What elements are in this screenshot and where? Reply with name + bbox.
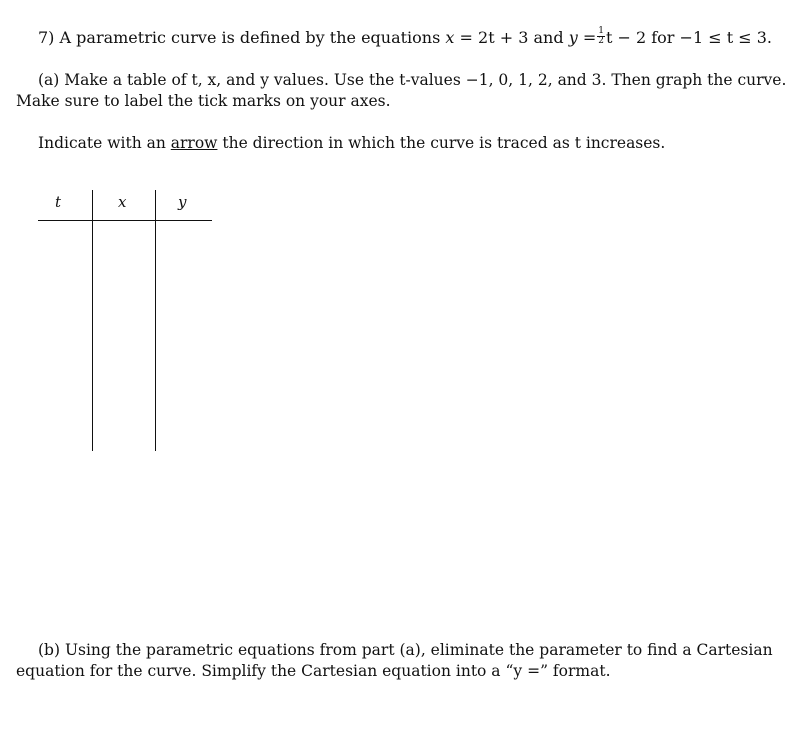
problem-statement bbox=[38, 28, 772, 48]
fraction-numerator: 1 bbox=[598, 26, 604, 36]
arrow-instruction bbox=[38, 133, 665, 153]
fraction-one-half bbox=[597, 27, 605, 46]
table-column-divider-2 bbox=[155, 190, 156, 451]
eq-x-lhs: x bbox=[445, 28, 455, 47]
problem-intro: A parametric curve is defined by the equations bbox=[59, 28, 441, 47]
and-word: and bbox=[533, 28, 564, 47]
table-header-rule bbox=[38, 220, 212, 221]
table-header-y: y bbox=[178, 193, 187, 211]
part-b-line-1: (b) Using the parametric equations from part (a), eliminate the parameter to find a Cartesian bbox=[38, 641, 773, 659]
for-word: for bbox=[651, 28, 675, 47]
table-column-divider-1 bbox=[92, 190, 93, 451]
part-b-line-2: equation for the curve. Simplify the Cartesian equation into a “y =” format. bbox=[16, 662, 611, 680]
fraction-denominator: 2 bbox=[598, 36, 604, 46]
eq-y-lhs: y bbox=[568, 28, 578, 47]
eq-x-rhs: = 2t + 3 bbox=[459, 28, 529, 47]
arrow-word: arrow bbox=[170, 134, 218, 152]
arrow-instruction-post: the direction in which the curve is traced as t increases. bbox=[222, 134, 666, 152]
domain-text: −1 ≤ t ≤ 3. bbox=[679, 28, 772, 47]
table-header-x: x bbox=[118, 193, 127, 211]
eq-y-equals: = bbox=[582, 28, 597, 47]
part-a-line-1: (a) Make a table of t, x, and y values. Use the t-values −1, 0, 1, 2, and 3. Then graph the curve. bbox=[38, 71, 787, 89]
eq-y-rest: t − 2 bbox=[605, 28, 647, 47]
problem-number: 7) bbox=[38, 28, 55, 47]
part-a-line-2: Make sure to label the tick marks on your axes. bbox=[16, 92, 391, 110]
arrow-instruction-pre: Indicate with an bbox=[38, 134, 166, 152]
table-header-t: t bbox=[55, 193, 62, 211]
